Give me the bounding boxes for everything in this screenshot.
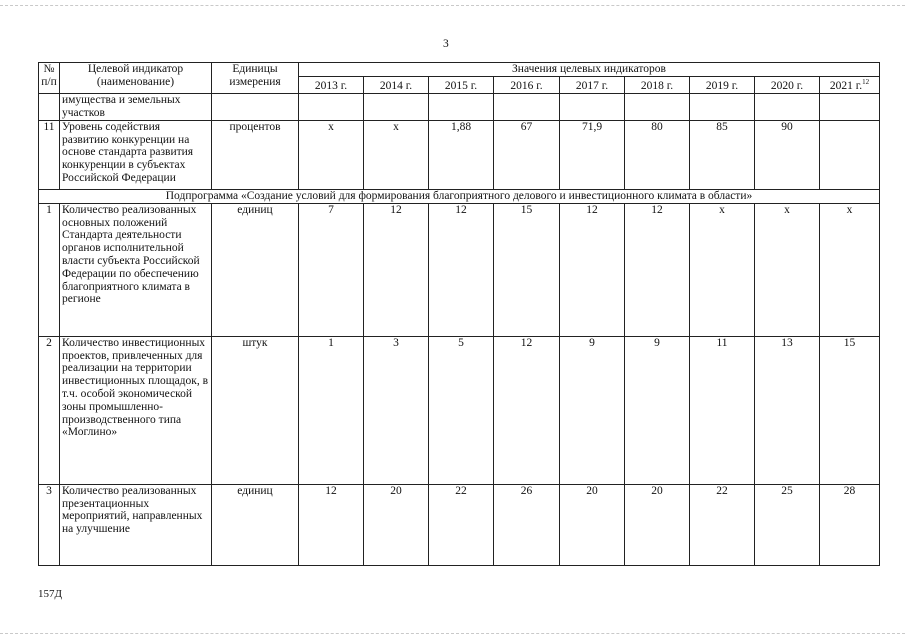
scan-edge-top [0, 5, 905, 6]
header-year: 2019 г. [690, 77, 755, 94]
indicator-name: Количество реализованных основных положений Стандарта деятельности органов исполнительной власти субъекта Российской Федерации по обеспечению благоприятного климата в регионе [60, 203, 212, 336]
value-cell: 15 [820, 336, 880, 484]
value-cell: x [755, 203, 820, 336]
value-cell: 11 [690, 336, 755, 484]
value-cell: 22 [690, 484, 755, 565]
value-cell: 12 [494, 336, 560, 484]
scan-edge-bottom [0, 633, 905, 634]
unit-cell: единиц [212, 484, 299, 565]
value-cell: 28 [820, 484, 880, 565]
header-values-title: Значения целевых индикаторов [299, 63, 880, 77]
value-cell: 67 [494, 120, 560, 189]
header-units: Единицы измерения [212, 63, 299, 94]
value-cell: 9 [560, 336, 625, 484]
table-row-11 [39, 120, 880, 189]
value-cell: 90 [755, 120, 820, 189]
header-year: 2017 г. [560, 77, 625, 94]
value-cell: 7 [299, 203, 364, 336]
value-cell: 12 [560, 203, 625, 336]
row-num: 1 [39, 203, 60, 336]
value-cell: 20 [560, 484, 625, 565]
subprogram-title: Подпрограмма «Создание условий для формирования благоприятного делового и инвестиционного климата в области» [39, 189, 880, 203]
header-year: 2013 г. [299, 77, 364, 94]
indicator-name: Количество инвестиционных проектов, привлеченных для реализации на территории инвестиционных площадок, в т.ч. особой экономической зоны промышленно-производственного типа «Моглино» [60, 336, 212, 484]
table-row-2 [39, 336, 880, 484]
unit-cell: единиц [212, 203, 299, 336]
value-cell: 12 [299, 484, 364, 565]
value-cell: 13 [755, 336, 820, 484]
value-cell: 26 [494, 484, 560, 565]
value-cell: 71,9 [560, 120, 625, 189]
header-year: 2020 г. [755, 77, 820, 94]
header-indicator: Целевой индикатор (наименование) [60, 63, 212, 94]
value-cell: 12 [625, 203, 690, 336]
indicator-name: Уровень содействия развитию конкуренции на основе стандарта развития конкуренции в субъектах Российской Федерации [60, 120, 212, 189]
header-year: 2015 г. [429, 77, 494, 94]
table-row-3 [39, 484, 880, 565]
page-number: 3 [443, 38, 449, 50]
unit-cell: штук [212, 336, 299, 484]
value-cell: 20 [625, 484, 690, 565]
header-year: 2018 г. [625, 77, 690, 94]
header-year: 2016 г. [494, 77, 560, 94]
value-cell: 12 [429, 203, 494, 336]
footer-code: 157Д [38, 588, 63, 600]
value-cell: 1 [299, 336, 364, 484]
value-cell: x [820, 203, 880, 336]
value-cell: 80 [625, 120, 690, 189]
value-cell: 9 [625, 336, 690, 484]
header-year: 2014 г. [364, 77, 429, 94]
value-cell: 12 [364, 203, 429, 336]
value-cell: 5 [429, 336, 494, 484]
table-row-continued [39, 93, 880, 120]
value-cell: 20 [364, 484, 429, 565]
value-cell: x [299, 120, 364, 189]
value-cell: x [690, 203, 755, 336]
row-num: 11 [39, 120, 60, 189]
row-num: 2 [39, 336, 60, 484]
footnote-marker: 12 [862, 78, 870, 87]
value-cell: 1,88 [429, 120, 494, 189]
value-cell: 25 [755, 484, 820, 565]
header-year-label: 2021 г. [829, 80, 863, 92]
indicator-name: Количество реализованных презентационных мероприятий, направленных на улучшение [60, 484, 212, 565]
value-cell: 3 [364, 336, 429, 484]
value-cell: 15 [494, 203, 560, 336]
value-cell: 85 [690, 120, 755, 189]
value-cell [820, 120, 880, 189]
subprogram-row [39, 189, 880, 203]
indicator-name: имущества и земельных участков [60, 93, 212, 120]
indicators-table [38, 62, 880, 566]
value-cell: 22 [429, 484, 494, 565]
row-num: 3 [39, 484, 60, 565]
header-num: № п/п [39, 63, 60, 94]
header-row-1 [39, 63, 880, 77]
value-cell: x [364, 120, 429, 189]
header-year-2021 [820, 77, 880, 94]
unit-cell: процентов [212, 120, 299, 189]
table-row-1 [39, 203, 880, 336]
